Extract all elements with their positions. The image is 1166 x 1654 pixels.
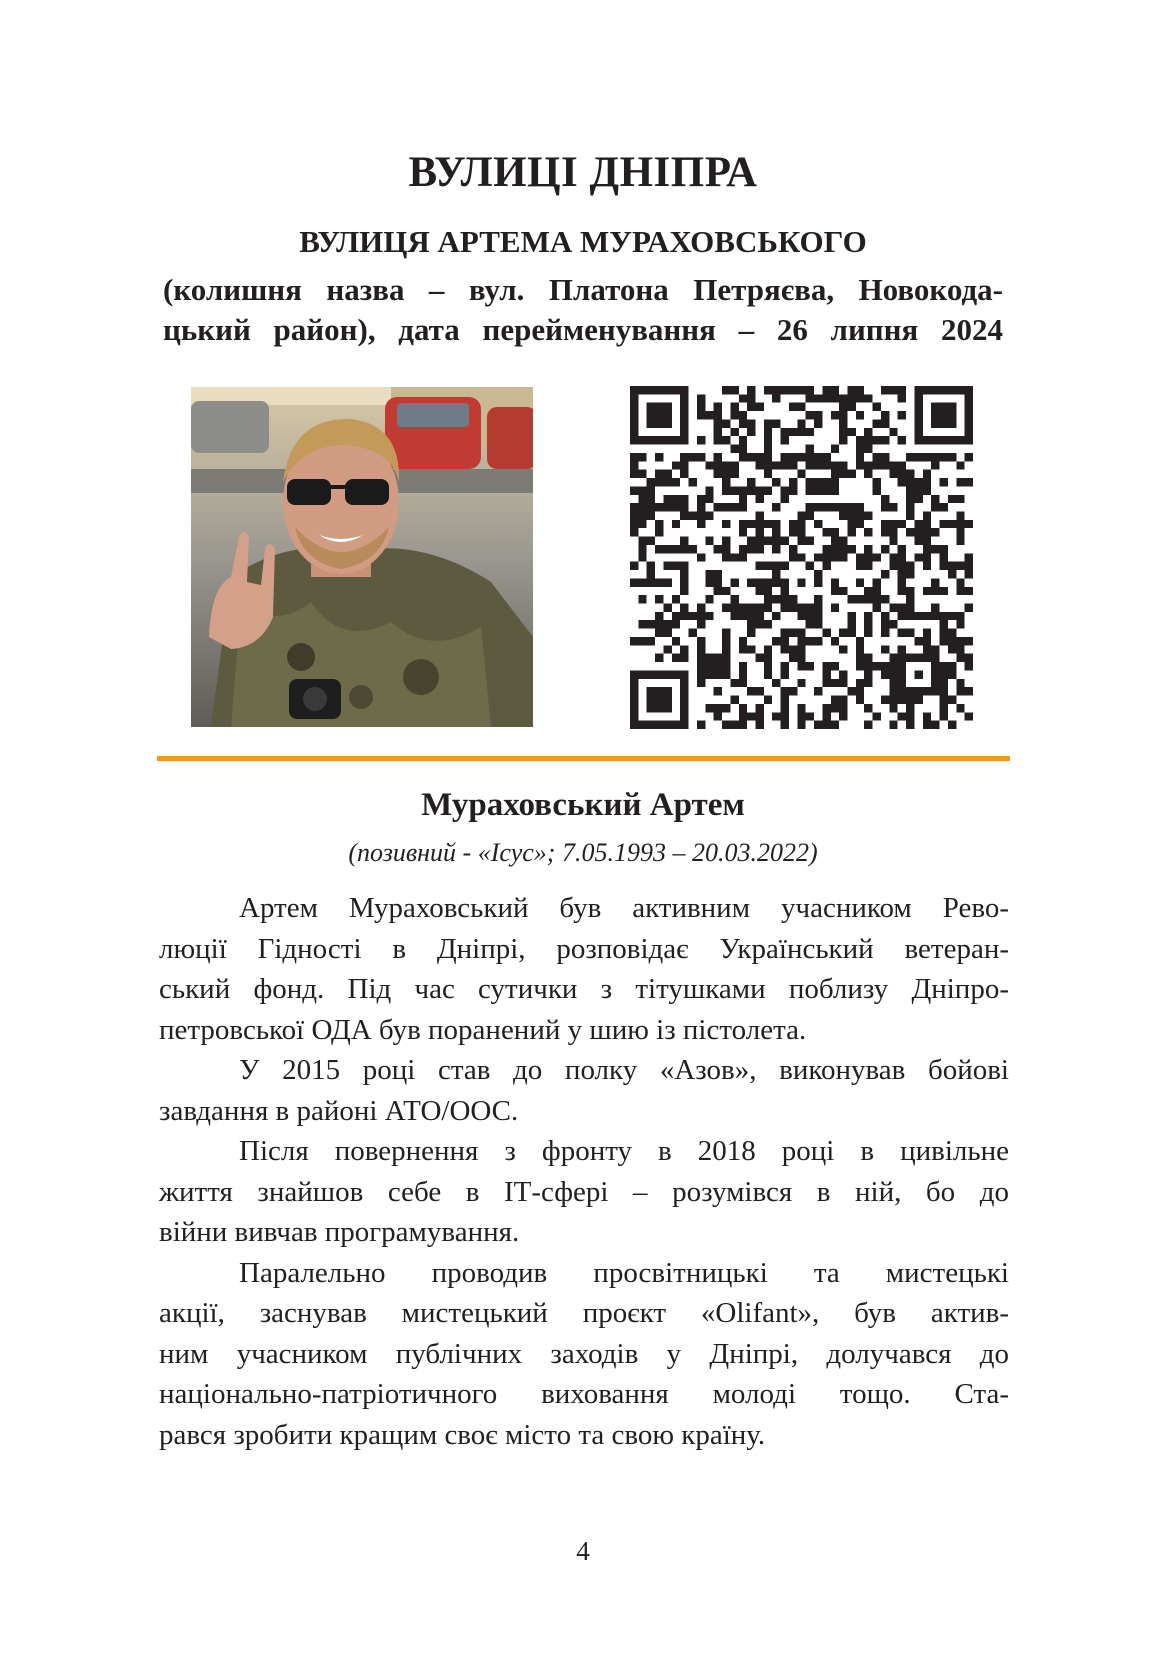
text-line: завдання в районі АТО/ООС. xyxy=(159,1094,519,1127)
paragraph-3 xyxy=(159,1131,1009,1253)
text-line: петровської ОДА був поранений у шию із пістолета. xyxy=(159,1013,807,1046)
page-title: ВУЛИЦІ ДНІПРА xyxy=(408,149,758,196)
paragraph-4 xyxy=(159,1253,1009,1456)
text-line: національно-патріотичного виховання молоді тощо. Ста- xyxy=(159,1378,1009,1410)
person-name: Мураховський Артем xyxy=(421,787,745,823)
orange-divider xyxy=(157,756,1010,761)
qr-code xyxy=(630,386,973,729)
text-line: війни вивчав програмування. xyxy=(159,1216,520,1248)
text-line: У 2015 році став до полку «Азов», виконував бойові xyxy=(239,1054,1009,1086)
text-line: Після повернення з фронту в 2018 році в цивільне xyxy=(239,1135,1009,1167)
text-line: рався зробити кращим своє місто та свою країну. xyxy=(159,1418,766,1451)
text-line: Паралельно проводив просвітницькі та мистецькі xyxy=(239,1256,1009,1289)
paragraph-1 xyxy=(159,888,1009,1050)
street-name: ВУЛИЦЯ АРТЕМА МУРАХОВСЬКОГО xyxy=(299,224,867,259)
former-name-line-1: (колишня назва – вул. Платона Петряєва, Новокода- xyxy=(163,272,1003,307)
paragraph-2 xyxy=(159,1050,1009,1131)
portrait-photo xyxy=(191,387,533,727)
text-line: ним учасником публічних заходів у Дніпрі, долучався до xyxy=(159,1337,1009,1370)
portrait-illustration xyxy=(191,387,533,727)
text-line: акції, заснував мистецький проєкт «Olifant», був актив- xyxy=(159,1297,1009,1329)
biography-text xyxy=(159,888,1009,1455)
qr-modules xyxy=(630,386,973,729)
text-line: Артем Мураховський був активним учасником Рево- xyxy=(239,892,1009,924)
former-name-note xyxy=(163,270,1003,350)
text-line: ський фонд. Під час сутички з тітушками поблизу Дніпро- xyxy=(159,973,1009,1005)
person-details: (позивний - «Ісус»; 7.05.1993 – 20.03.2022) xyxy=(348,838,818,867)
text-line: життя знайшов себе в ІТ-сфері – розумівся в ній, бо до xyxy=(159,1175,1009,1208)
qr-code-icon xyxy=(630,386,973,729)
former-name-line-2: цький район), дата перейменування – 26 липня 2024 xyxy=(163,312,1003,347)
page-number: 4 xyxy=(576,1536,590,1566)
text-line: люції Гідності в Дніпрі, розповідає Український ветеран- xyxy=(159,932,1009,965)
